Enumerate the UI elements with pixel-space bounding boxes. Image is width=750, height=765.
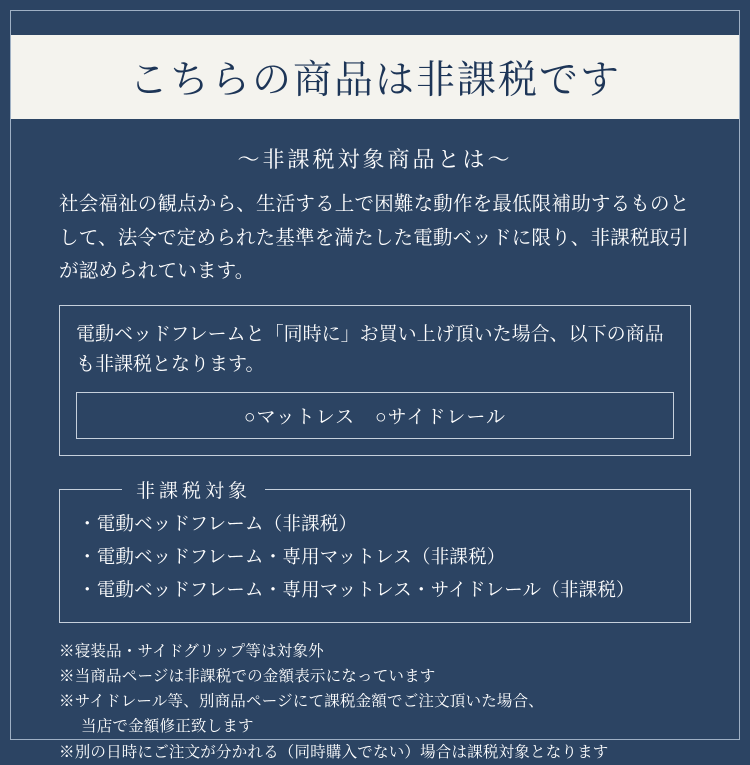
note-item-continuation: 当店で金額修正致します [81, 718, 254, 736]
condition-box [59, 305, 691, 457]
section-title: ～非課税対象商品とは～ [237, 147, 513, 172]
list-item: ・電動ベッドフレーム・専用マットレス・サイドレール（非課税） [78, 581, 635, 602]
page-title: こちらの商品は非課税です [128, 59, 621, 102]
notes-list [59, 639, 691, 765]
note-item: ※別の日時にご注文が分かれる（同時購入でない）場合は課税対象となります [59, 743, 609, 761]
note-item: ※寝装品・サイドグリップ等は対象外 [59, 643, 324, 661]
condition-items: ○マットレス ○サイドレール [76, 392, 674, 439]
list-item: ・電動ベッドフレーム（非課税） [78, 515, 358, 536]
note-item: ※サイドレール等、別商品ページにて課税金額でご注文頂いた場合、 [59, 693, 544, 711]
header-band [11, 35, 739, 119]
list-item: ・電動ベッドフレーム・専用マットレス（非課税） [78, 548, 506, 569]
content-area [11, 119, 739, 761]
section-lead-text: 社会福祉の観点から、生活する上で困難な動作を最低限補助するものとして、法令で定められた基準を満たした電動ベッドに限り、非課税取引が認められています。 [59, 194, 690, 283]
note-item: ※当商品ページは非課税での金額表示になっています [59, 668, 436, 686]
tax-exempt-target-legend: 非課税対象 [136, 481, 252, 503]
condition-text: 電動ベッドフレームと「同時に」お買い上げ頂いた場合、以下の商品も非課税となります。 [76, 323, 664, 375]
tax-exempt-target-box [59, 476, 691, 623]
